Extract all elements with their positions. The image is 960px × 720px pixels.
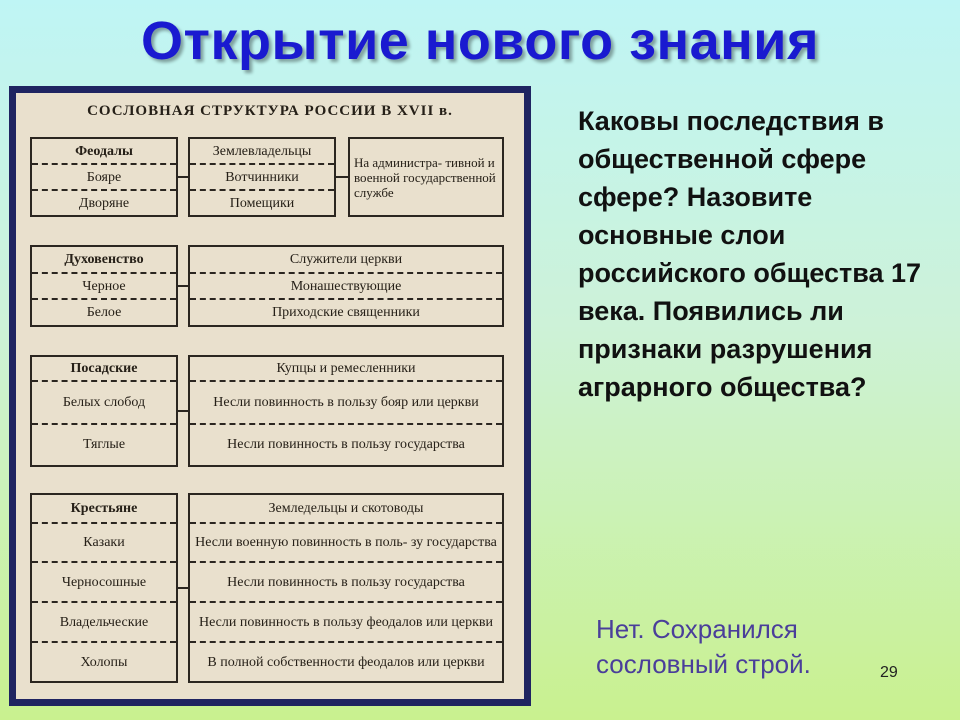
role: Земледельцы и скотоводы — [268, 500, 424, 516]
role: Монашествующие — [190, 272, 502, 299]
connector — [178, 285, 188, 287]
subgroup: Холопы — [32, 641, 176, 681]
roles-peasants — [188, 493, 504, 683]
role: Помещики — [190, 189, 334, 215]
subgroup: Белое — [32, 298, 176, 325]
role: Несли повинность в пользу феодалов или церкви — [190, 601, 502, 641]
subgroup: Черное — [32, 272, 176, 299]
role: Служители церкви — [289, 251, 403, 267]
role: Вотчинники — [190, 163, 334, 189]
roles-townspeople — [188, 355, 504, 467]
page-number: 29 — [880, 664, 898, 681]
connector — [178, 176, 188, 178]
question-text: Каковы последствия в общественной сфере сфере? Назовите основные слои российского общества 17 века. Появились ли признаки разрушения аграрного общества? — [578, 106, 922, 402]
role: Несли повинность в пользу бояр или церкви — [190, 380, 502, 422]
subgroup: Казаки — [32, 522, 176, 562]
connector — [178, 410, 188, 412]
role: Землевладельцы — [212, 143, 312, 159]
scheme-image-frame — [9, 86, 531, 706]
subgroup: Бояре — [32, 163, 176, 189]
subgroup: Черносошные — [32, 561, 176, 601]
group-townspeople — [30, 355, 178, 467]
group-name: Духовенство — [64, 251, 144, 267]
answer-text: Нет. Сохранился сословный строй. — [596, 614, 811, 679]
group-name: Посадские — [70, 361, 138, 377]
estate-structure-scheme — [16, 93, 524, 699]
roles-clergy — [188, 245, 504, 327]
subgroup: Тяглые — [32, 423, 176, 465]
group-peasants — [30, 493, 178, 683]
service-note-box — [348, 137, 504, 217]
role: Несли военную повинность в поль- зу государства — [190, 522, 502, 562]
service-note: На администра- тивной и военной государственной службе — [354, 154, 496, 200]
group-name: Крестьяне — [70, 500, 138, 516]
role: Несли повинность в пользу государства — [190, 561, 502, 601]
connector — [336, 176, 348, 178]
role: В полной собственности феодалов или церкви — [190, 641, 502, 681]
role: Купцы и ремесленники — [276, 361, 416, 377]
role: Приходские священники — [190, 298, 502, 325]
connector — [178, 587, 188, 589]
group-clergy — [30, 245, 178, 327]
roles-feudals — [188, 137, 336, 217]
role: Несли повинность в пользу государства — [190, 423, 502, 465]
subgroup: Белых слобод — [32, 380, 176, 422]
subgroup: Владельческие — [32, 601, 176, 641]
group-name: Феодалы — [75, 143, 133, 159]
subgroup: Дворяне — [32, 189, 176, 215]
scheme-title: СОСЛОВНАЯ СТРУКТУРА РОССИИ В XVII в. — [87, 103, 453, 119]
slide-title: Открытие нового знания — [141, 11, 819, 71]
group-feudals — [30, 137, 178, 217]
